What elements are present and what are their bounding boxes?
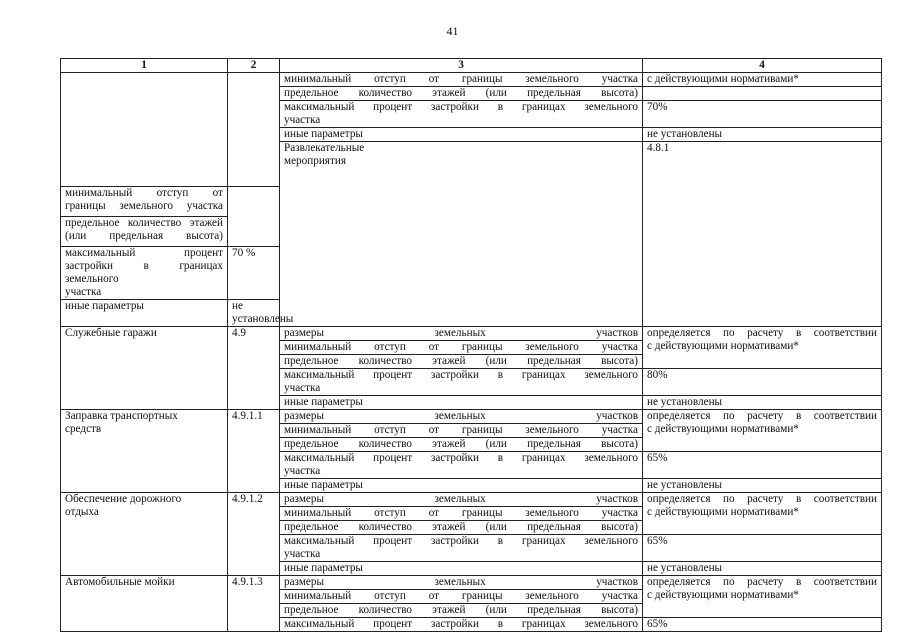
use-type-text: отдыха	[65, 506, 99, 518]
param-max-coverage	[61, 247, 228, 300]
param-max-floors: предельное количество этажей (или предельная высота)	[280, 438, 643, 452]
cont-name-cell	[61, 73, 228, 187]
param-plot-size: размеры земельных участков	[280, 410, 643, 424]
value-other: не установлены	[643, 562, 882, 576]
param-text: участка	[284, 114, 321, 126]
value-empty	[643, 87, 882, 101]
value-other: не установлены	[228, 300, 280, 327]
use-type-code: 4.8.1	[643, 142, 882, 327]
header-col-1: 1	[61, 59, 228, 73]
use-type-code: 4.9.1.3	[228, 576, 280, 632]
param-other: иные параметры	[280, 479, 643, 493]
param-other: иные параметры	[280, 128, 643, 142]
param-text: максимальный процент застройки в границах земельного	[284, 101, 638, 113]
param-min-setback: минимальный отступ от границы земельного участка	[280, 341, 643, 355]
param-other: иные параметры	[280, 562, 643, 576]
value-calculated	[643, 327, 882, 369]
param-max-floors: предельное количество этажей (или предельная высота)	[280, 521, 643, 535]
header-col-3: 3	[280, 59, 643, 73]
param-min-setback: минимальный отступ от границы земельного участка	[280, 73, 643, 87]
param-text: максимальный процент застройки в границах земельного	[284, 452, 638, 464]
param-max-coverage	[280, 452, 643, 479]
param-max-floors: предельное количество этажей (или предельная высота)	[280, 604, 643, 618]
use-type-text: Автомобильные мойки	[65, 576, 175, 588]
table-row	[61, 327, 882, 341]
value-coverage: 70%	[643, 101, 882, 128]
param-max-floors: предельное количество этажей (или предельная высота)	[61, 216, 228, 246]
value-norms: с действующими нормативами*	[643, 73, 882, 87]
page-number: 41	[446, 24, 459, 38]
param-max-coverage	[280, 535, 643, 562]
value-calculated	[643, 576, 882, 618]
use-type-code: 4.9.1.1	[228, 410, 280, 493]
value-text: определяется по расчету в соответствии	[647, 493, 877, 505]
use-type-name	[61, 576, 228, 632]
use-type-text: Обеспечение дорожного	[65, 493, 182, 505]
param-max-coverage	[280, 369, 643, 396]
param-max-floors: предельное количество этажей (или предельная высота)	[280, 87, 643, 101]
param-max-coverage	[280, 101, 643, 128]
param-max-coverage: максимальный процент застройки в границах земельного	[280, 618, 643, 632]
use-type-code: 4.9	[228, 327, 280, 410]
value-text: определяется по расчету в соответствии	[647, 576, 877, 588]
value-calculated	[643, 493, 882, 535]
use-type-text: средств	[65, 423, 102, 435]
value-coverage: 65%	[643, 535, 882, 562]
use-type-text: Служебные гаражи	[65, 327, 157, 339]
value-text: с действующими нормативами*	[647, 506, 799, 518]
use-type-text: Развлекательные	[284, 142, 365, 154]
value-coverage: 80%	[643, 369, 882, 396]
value-calculated	[643, 410, 882, 452]
param-other: иные параметры	[61, 300, 228, 327]
zoning-parameters-table	[60, 58, 882, 632]
use-type-name	[61, 493, 228, 576]
param-plot-size: размеры земельных участков	[280, 576, 643, 590]
value-text: определяется по расчету в соответствии	[647, 410, 877, 422]
value-coverage: 70 %	[228, 247, 280, 300]
param-text: участка	[65, 286, 102, 298]
param-text: максимальный процент застройки в границах земельного	[65, 247, 223, 285]
value-other: не установлены	[643, 128, 882, 142]
param-other: иные параметры	[280, 396, 643, 410]
param-text: максимальный процент застройки в границах земельного	[284, 369, 638, 381]
use-type-text: мероприятия	[284, 155, 346, 167]
table-row	[61, 410, 882, 424]
value-text: с действующими нормативами*	[647, 340, 799, 352]
param-min-setback: минимальный отступ от границы земельного участка	[61, 186, 228, 216]
table-row	[61, 576, 882, 590]
use-type-code: 4.9.1.2	[228, 493, 280, 576]
value-text: с действующими нормативами*	[647, 589, 799, 601]
value-coverage: 65%	[643, 452, 882, 479]
param-text: максимальный процент застройки в границах земельного	[284, 535, 638, 547]
use-type-name	[280, 142, 643, 327]
use-type-name	[61, 410, 228, 493]
param-text: участка	[284, 548, 321, 560]
header-col-4: 4	[643, 59, 882, 73]
table-row	[61, 73, 882, 87]
param-max-floors: предельное количество этажей (или предельная высота)	[280, 355, 643, 369]
param-text: участка	[284, 382, 321, 394]
use-type-text: Заправка транспортных	[65, 410, 178, 422]
cont-code-cell	[228, 73, 280, 187]
header-row	[61, 59, 882, 73]
value-coverage: 65%	[643, 618, 882, 632]
param-plot-size: размеры земельных участков	[280, 493, 643, 507]
header-col-2: 2	[228, 59, 280, 73]
value-text: определяется по расчету в соответствии	[647, 327, 877, 339]
param-min-setback: минимальный отступ от границы земельного участка	[280, 590, 643, 604]
param-text: участка	[284, 465, 321, 477]
value-other: не установлены	[643, 479, 882, 493]
param-plot-size: размеры земельных участков	[280, 327, 643, 341]
value-other: не установлены	[643, 396, 882, 410]
table-row	[61, 493, 882, 507]
param-min-setback: минимальный отступ от границы земельного участка	[280, 507, 643, 521]
use-type-name	[61, 327, 228, 410]
value-text: с действующими нормативами*	[647, 423, 799, 435]
param-min-setback: минимальный отступ от границы земельного участка	[280, 424, 643, 438]
